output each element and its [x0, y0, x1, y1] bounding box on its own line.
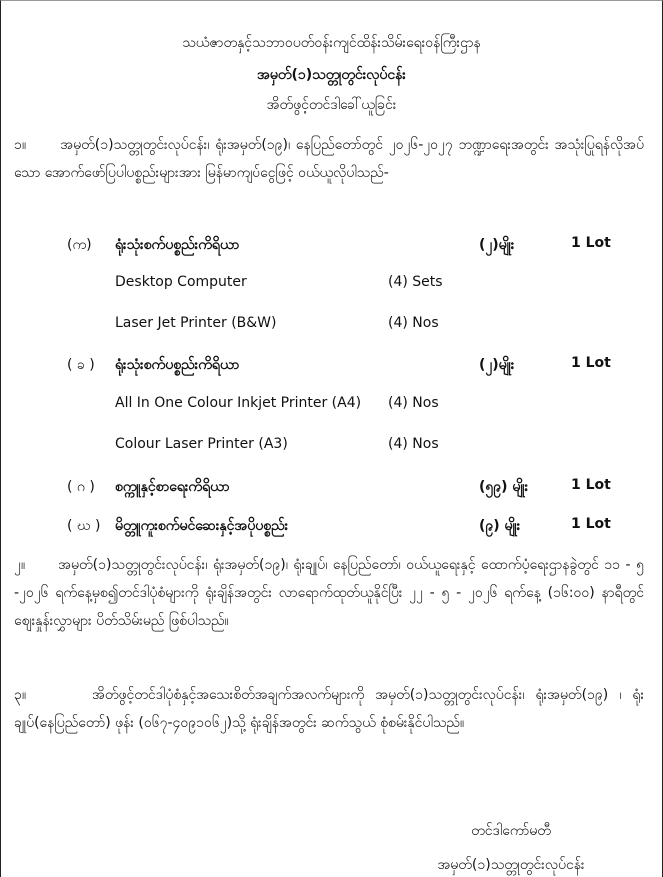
subitem-quantity: (4) Nos — [388, 315, 439, 331]
paragraph-3-number: ၃။ — [14, 687, 27, 703]
paragraph-1-number: ၁။ — [14, 137, 27, 153]
subitem-quantity: (4) Nos — [388, 436, 439, 452]
signature-enterprise: အမှတ်(၁)သတ္တုတွင်းလုပ်ငန်း — [437, 857, 585, 873]
subitem-row — [1, 274, 662, 298]
notice-subject: အိတ်ဖွင့်တင်ဒါခေါ်ယူခြင်း — [266, 97, 397, 113]
subitem-row — [1, 395, 662, 419]
item-quantity: (၅၉) မျိုး — [479, 479, 529, 495]
item-lot: 1 Lot — [571, 516, 611, 532]
subitem-name: Desktop Computer — [115, 274, 247, 290]
subitem-row — [1, 436, 662, 460]
item-row — [1, 516, 662, 540]
item-title: ရုံးသုံးစက်ပစ္စည်းကိရိယာ — [115, 357, 240, 373]
subitem-quantity: (4) Nos — [388, 395, 439, 411]
ministry-heading: သယံဇာတနှင့်သဘာဝပတ်ဝန်းကျင်ထိန်းသိမ်းရေးဝန်ကြီးဌာန — [182, 35, 481, 51]
subitem-name: Colour Laser Printer (A3) — [115, 436, 288, 452]
item-quantity: (၂)မျိုး — [479, 237, 515, 253]
item-lot: 1 Lot — [571, 477, 611, 493]
paragraph-2-number: ၂။ — [14, 557, 26, 573]
paragraph-2 — [14, 551, 644, 635]
item-mark: (က) — [67, 237, 92, 253]
paragraph-1-text: အမှတ်(၁)သတ္တုတွင်းလုပ်ငန်း၊ ရုံးအမှတ်(၁၉)၊ နေပြည်တော်တွင် ၂၀၂၆-၂၀၂၇ ဘဏ္ဍာရေးအတွင်း အသုံးပြုရန်လိုအပ်သော အောက်ဖော်ပြပါပစ္စည်းများအား မြန်မာကျပ်ငွေဖြင့် ဝယ်ယူလိုပါသည်- — [14, 137, 644, 181]
subitem-row — [1, 315, 662, 339]
item-title: စက္ကူနှင့်စာရေးကိရိယာ — [115, 479, 230, 495]
item-row — [1, 355, 662, 379]
subitem-quantity: (4) Sets — [388, 274, 443, 290]
paragraph-3-text: အိတ်ဖွင့်တင်ဒါပုံစံနှင့်အသေးစိတ်အချက်အလက်များကို အမှတ်(၁)သတ္တုတွင်းလုပ်ငန်း၊ ရုံးအမှတ်(၁၉) ၊ ရုံးချုပ်(နေပြည်တော်) ဖုန်း (၀၆၇-၄၀၉၁၀၆၂)သို့ ရုံးချိန်အတွင်း ဆက်သွယ် စုံစမ်းနိုင်ပါသည်။ — [14, 687, 645, 731]
signature-committee: တင်ဒါကော်မတီ — [471, 823, 551, 839]
item-mark: ( ဃ ) — [67, 518, 101, 534]
item-quantity: (၂)မျိုး — [479, 357, 515, 373]
item-lot: 1 Lot — [571, 355, 611, 371]
subitem-name: All In One Colour Inkjet Printer (A4) — [115, 395, 362, 411]
enterprise-heading: အမှတ်(၁)သတ္တုတွင်းလုပ်ငန်း — [257, 67, 406, 83]
subitem-name: Laser Jet Printer (B&W) — [115, 315, 277, 331]
item-title: ရုံးသုံးစက်ပစ္စည်းကိရိယာ — [115, 237, 240, 253]
item-mark: ( ခ ) — [67, 357, 95, 373]
item-title: မိတ္တူကူးစက်မင်ဆေးနှင့်အပိုပစ္စည်း — [115, 518, 289, 534]
paragraph-2-text: အမှတ်(၁)သတ္တုတွင်းလုပ်ငန်း၊ ရုံးအမှတ်(၁၉)၊ ရုံးချုပ်၊ နေပြည်တော်၊ ဝယ်ယူရေးနှင့် ထောက်ပံ့ရေးဌာနခွဲတွင် ၁၁ - ၅ -၂၀၂၆ ရက်နေ့မှစ၍တင်ဒါပုံစံများကို ရုံးချိန်အတွင်း လာရောက်ထုတ်ယူနိုင်ပြီး ၂၂ - ၅ - ၂၀၂၆ ရက်နေ့ (၁၆:၀၀) နာရီတွင် စျေးနှုန်းလွှာများ ပိတ်သိမ်းမည် ဖြစ်ပါသည်။ — [14, 557, 644, 629]
item-row — [1, 235, 662, 259]
item-mark: ( ဂ ) — [67, 479, 95, 495]
item-row — [1, 477, 662, 501]
paragraph-3 — [14, 681, 644, 737]
item-lot: 1 Lot — [571, 235, 611, 251]
paragraph-1 — [14, 131, 644, 187]
item-quantity: (၉) မျိုး — [479, 518, 521, 534]
